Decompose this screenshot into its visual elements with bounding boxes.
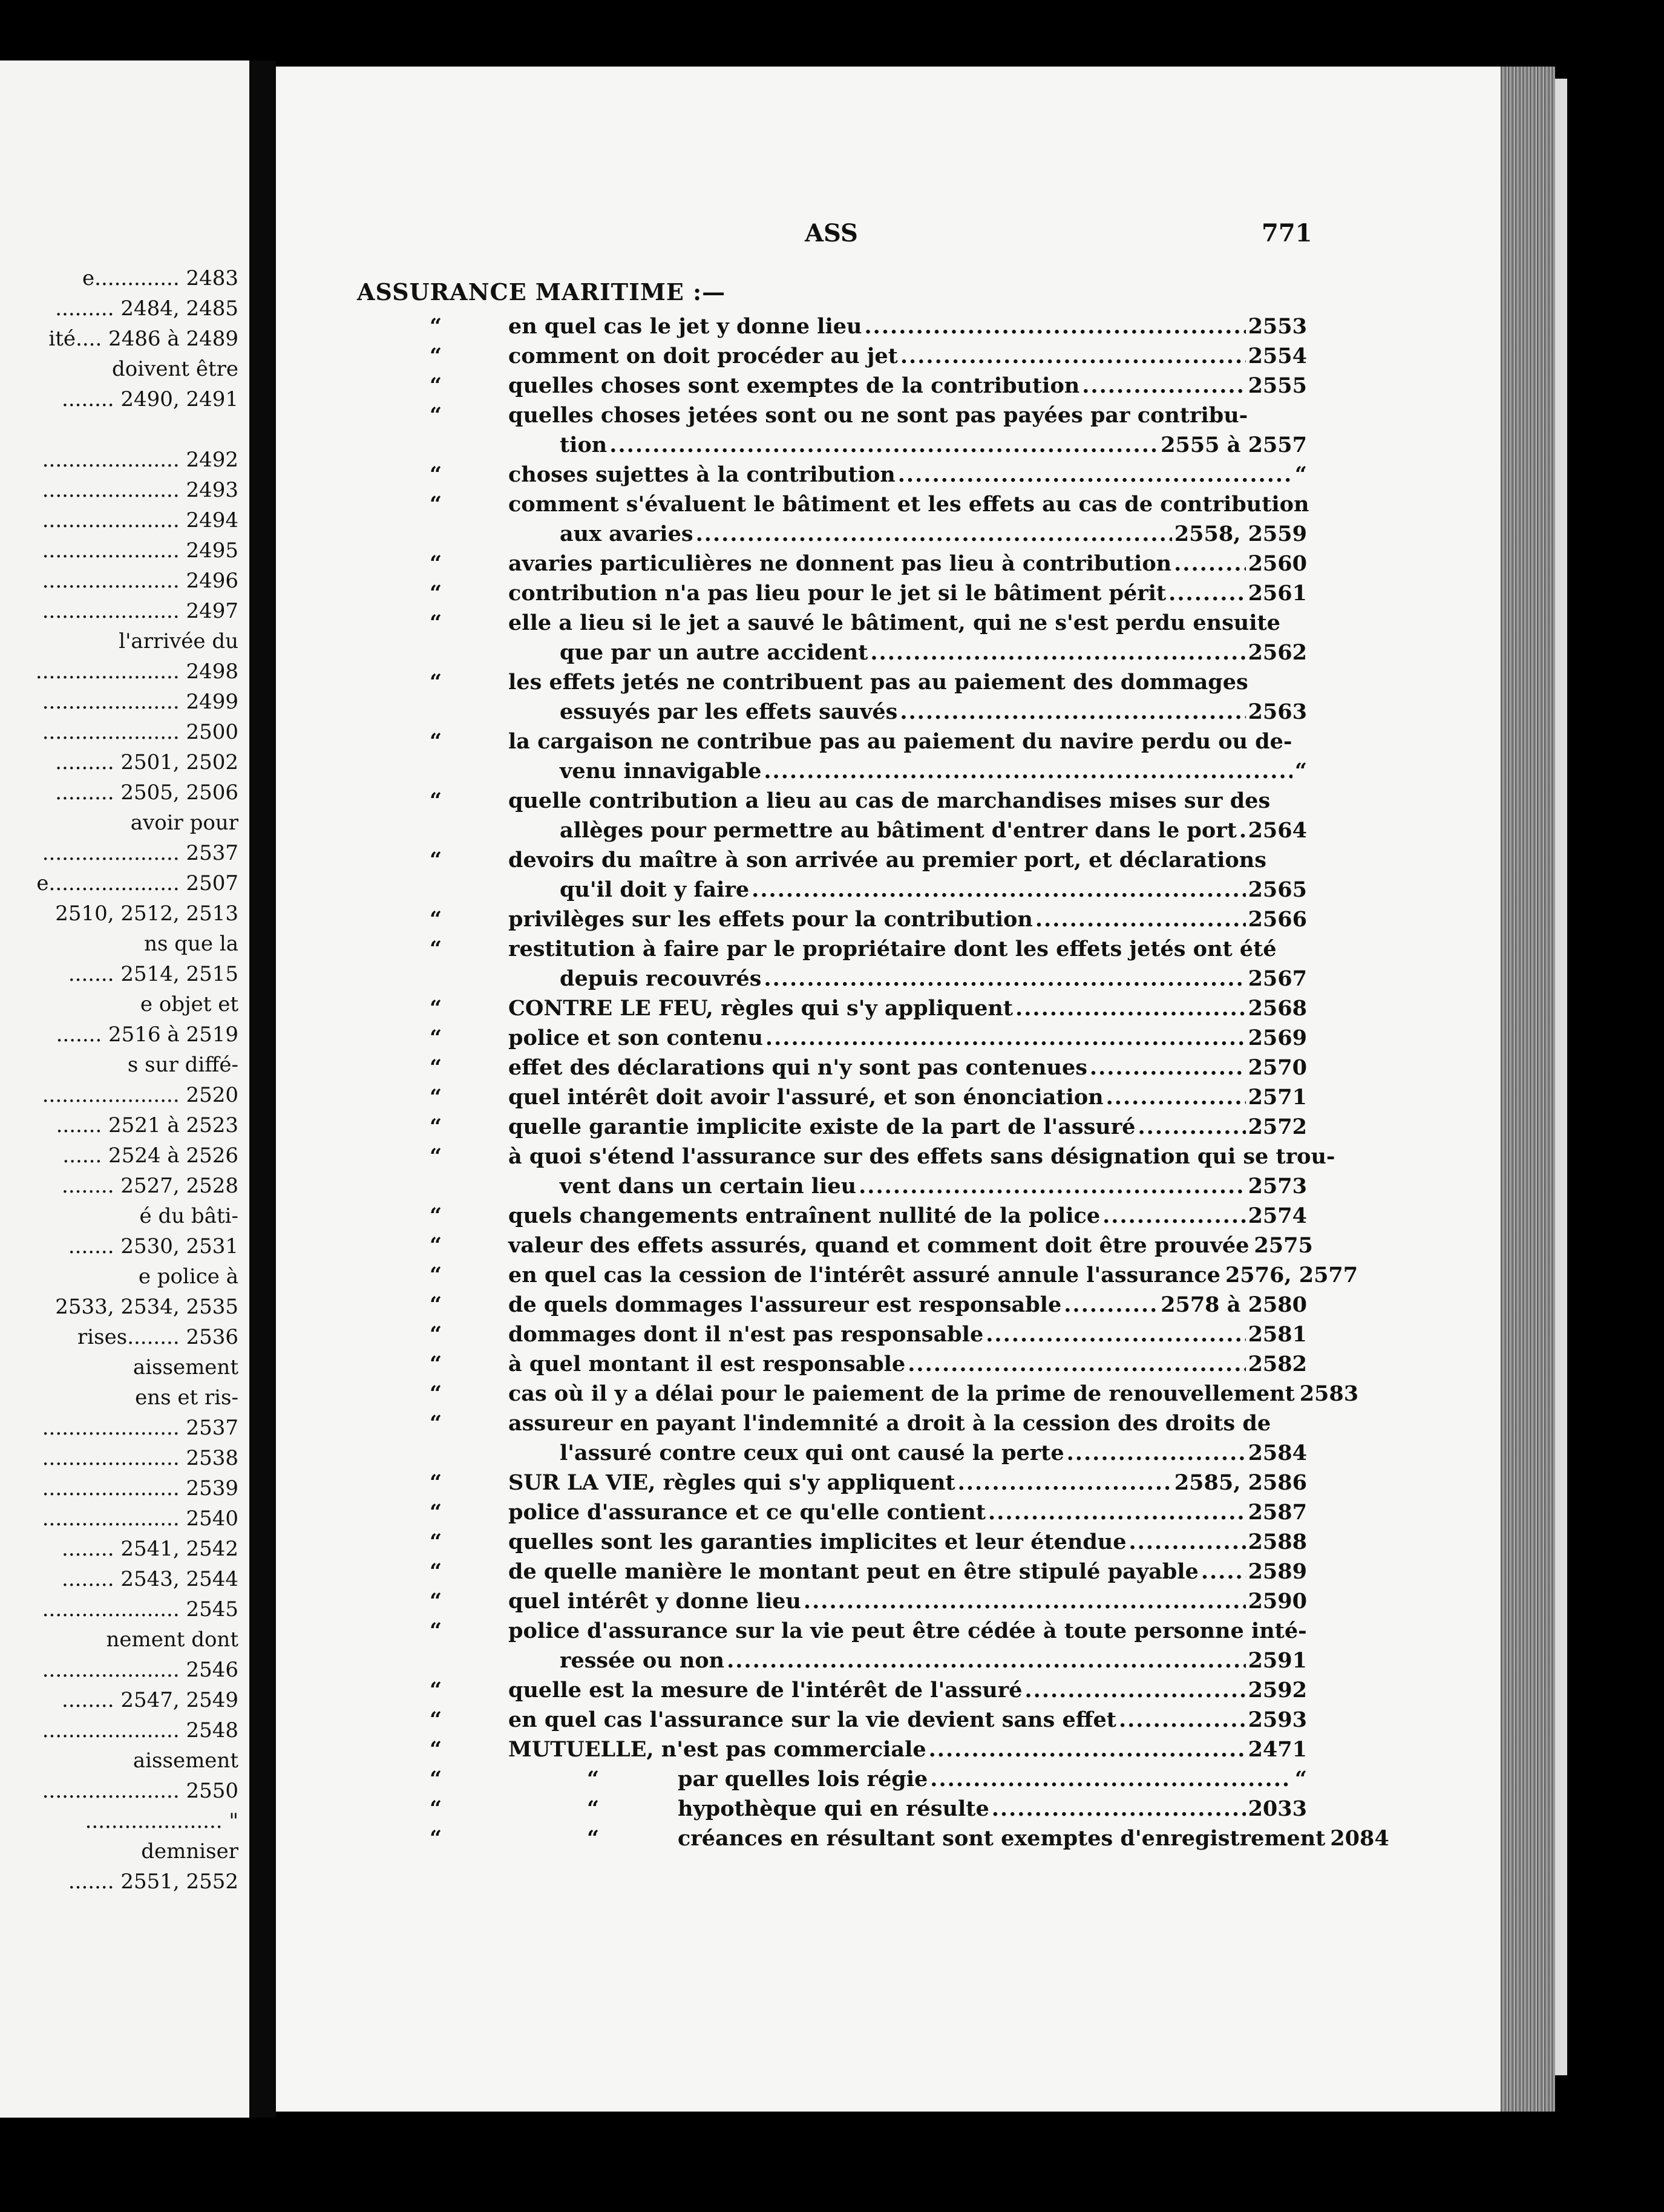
ditto-mark: “ xyxy=(430,1559,442,1584)
ditto-mark: “ xyxy=(430,848,442,872)
article-reference: 2588 xyxy=(1248,1530,1307,1554)
index-entry xyxy=(363,638,1307,667)
index-entry xyxy=(363,1587,1307,1616)
left-page-line: ......... 2505, 2506 xyxy=(55,780,238,805)
article-reference: 2567 xyxy=(1248,966,1307,991)
entry-text: tion xyxy=(560,433,608,457)
ditto-mark: “ xyxy=(430,1470,442,1495)
left-page-line: ....... 2514, 2515 xyxy=(68,962,238,986)
index-entry xyxy=(363,1528,1307,1557)
entry-text: CONTRE LE FEU, règles qui s'y appliquent xyxy=(508,996,1014,1021)
left-page-line: ..................... " xyxy=(85,1809,238,1833)
article-reference: 2593 xyxy=(1248,1707,1307,1732)
article-reference: 2555 xyxy=(1248,373,1307,398)
left-page-line: ....... 2551, 2552 xyxy=(68,1870,238,1894)
entry-text: assureur en payant l'indemnité a droit à la cession des droits de xyxy=(508,1411,1271,1436)
left-page-line: s sur diffé- xyxy=(127,1053,238,1077)
index-entry xyxy=(363,787,1307,816)
left-page-line: ......... 2484, 2485 xyxy=(55,296,238,321)
ditto-mark: “ xyxy=(430,1085,442,1110)
article-reference: 2561 xyxy=(1248,581,1307,606)
entry-text: quelles sont les garanties implicites et leur étendue xyxy=(508,1530,1127,1554)
entry-text: comment s'évaluent le bâtiment et les effets au cas de contribution xyxy=(508,492,1309,517)
dot-leader xyxy=(696,520,1172,549)
index-entry xyxy=(363,668,1307,697)
dot-leader xyxy=(1119,1706,1246,1735)
left-page-line: ....... 2530, 2531 xyxy=(68,1234,238,1258)
entry-text: que par un autre accident xyxy=(560,640,868,665)
index-entry xyxy=(363,1113,1307,1142)
entry-text: quels changements entraînent nullité de la police xyxy=(508,1203,1101,1228)
left-page-line: ..................... 2500 xyxy=(42,720,238,744)
ditto-mark: “ xyxy=(430,1589,442,1614)
ditto-mark: “ xyxy=(430,729,442,754)
index-entry xyxy=(363,816,1307,845)
ditto-mark: “ xyxy=(430,462,442,487)
article-reference: 2084 xyxy=(1330,1826,1389,1851)
left-page-line: ..................... 2495 xyxy=(42,538,238,563)
entry-text: elle a lieu si le jet a sauvé le bâtiment, qui ne s'est perdu ensuite xyxy=(508,610,1280,635)
article-reference: 2584 xyxy=(1248,1441,1307,1465)
dot-leader xyxy=(1102,1202,1245,1231)
page-number: 771 xyxy=(1262,219,1312,247)
dot-leader xyxy=(1129,1528,1246,1557)
page-edge-highlight xyxy=(1555,79,1567,2075)
dot-leader xyxy=(864,312,1245,341)
index-entry xyxy=(363,549,1307,578)
entry-text: vent dans un certain lieu xyxy=(560,1174,857,1199)
article-reference: 2553 xyxy=(1248,314,1307,339)
article-reference: 2575 xyxy=(1254,1233,1313,1258)
index-entry xyxy=(363,1498,1307,1527)
dot-leader xyxy=(930,1765,1292,1794)
index-entry xyxy=(363,1142,1335,1171)
dot-leader xyxy=(1239,816,1246,845)
entry-text: privilèges sur les effets pour la contribution xyxy=(508,907,1033,932)
index-entry xyxy=(363,1676,1307,1705)
left-page-line: l'arrivée du xyxy=(119,629,238,653)
left-page-line: ........ 2543, 2544 xyxy=(62,1567,238,1591)
article-reference: 2560 xyxy=(1248,551,1307,576)
dot-leader xyxy=(992,1795,1246,1824)
left-page-line: e police à xyxy=(138,1265,238,1289)
article-reference: 2564 xyxy=(1248,818,1307,843)
article-reference: 2576, 2577 xyxy=(1225,1263,1358,1288)
ditto-mark: “ xyxy=(430,492,442,517)
article-reference: “ xyxy=(1294,462,1307,487)
left-page-line: ..................... 2538 xyxy=(42,1446,238,1470)
entry-text: quelles choses sont exemptes de la contribution xyxy=(508,373,1080,398)
left-page xyxy=(0,61,249,2118)
left-page-line: ..................... 2540 xyxy=(42,1507,238,1531)
entry-text: MUTUELLE, n'est pas commerciale xyxy=(508,1737,926,1762)
left-page-line: avoir pour xyxy=(130,811,238,835)
ditto-mark: “ xyxy=(430,581,442,606)
left-page-line: ........ 2547, 2549 xyxy=(62,1688,238,1712)
dot-leader xyxy=(1138,1113,1245,1142)
left-page-line: ........ 2541, 2542 xyxy=(62,1537,238,1561)
index-entry xyxy=(363,342,1307,371)
dot-leader xyxy=(764,964,1245,993)
left-page-line: ..................... 2520 xyxy=(42,1083,238,1107)
ditto-mark: “ xyxy=(430,551,442,576)
entry-text: créances en résultant sont exemptes d'enregistrement xyxy=(678,1826,1326,1851)
index-entry xyxy=(363,1824,1389,1853)
dot-leader xyxy=(1082,371,1245,401)
entry-text: hypothèque qui en résulte xyxy=(678,1796,989,1821)
ditto-mark: “ xyxy=(430,314,442,339)
article-reference: 2571 xyxy=(1248,1085,1307,1110)
article-reference: 2591 xyxy=(1248,1648,1307,1673)
entry-text: l'assuré contre ceux qui ont causé la perte xyxy=(560,1441,1064,1465)
article-reference: 2563 xyxy=(1248,699,1307,724)
index-entry xyxy=(363,1765,1307,1794)
dot-leader xyxy=(898,460,1292,489)
entry-text: quelle garantie implicite existe de la part de l'assuré xyxy=(508,1114,1136,1139)
left-page-line: rises........ 2536 xyxy=(77,1325,238,1349)
dot-leader xyxy=(870,638,1245,667)
article-reference: 2554 xyxy=(1248,344,1307,368)
left-page-line: ..................... 2493 xyxy=(42,478,238,502)
article-reference: “ xyxy=(1294,1767,1307,1792)
ditto-mark: “ xyxy=(430,1737,442,1762)
ditto-mark: “ xyxy=(430,344,442,368)
article-reference: 2585, 2586 xyxy=(1174,1470,1307,1495)
entry-text: quel intérêt y donne lieu xyxy=(508,1589,801,1614)
entry-text: en quel cas l'assurance sur la vie devient sans effet xyxy=(508,1707,1116,1732)
left-page-line: ..................... 2499 xyxy=(42,690,238,714)
index-entry xyxy=(363,460,1307,489)
index-entry xyxy=(363,1439,1307,1468)
ditto-mark: “ xyxy=(430,1500,442,1525)
article-reference: 2574 xyxy=(1248,1203,1307,1228)
entry-text: dommages dont il n'est pas responsable xyxy=(508,1322,984,1347)
left-page-line: ..................... 2492 xyxy=(42,448,238,472)
left-page-line: ...................... 2498 xyxy=(35,659,238,684)
left-page-line: ..................... 2546 xyxy=(42,1658,238,1682)
index-entry xyxy=(363,579,1307,608)
entry-text: les effets jetés ne contribuent pas au paiement des dommages xyxy=(508,670,1248,695)
dot-leader xyxy=(1035,905,1246,934)
left-page-line: ..................... 2539 xyxy=(42,1476,238,1500)
article-reference: 2555 à 2557 xyxy=(1161,433,1307,457)
left-page-line: ....... 2516 à 2519 xyxy=(56,1023,238,1047)
entry-text: venu innavigable xyxy=(560,759,762,784)
ditto-mark: “ xyxy=(430,1707,442,1732)
left-page-line: ..................... 2494 xyxy=(42,508,238,532)
article-reference: “ xyxy=(1294,759,1307,784)
left-page-line: ........ 2490, 2491 xyxy=(62,387,238,411)
left-page-line: ..................... 2497 xyxy=(42,599,238,623)
entry-text: police d'assurance sur la vie peut être cédée à toute personne inté- xyxy=(508,1618,1307,1643)
ditto-mark: “ xyxy=(430,403,442,428)
left-page-line: ..................... 2496 xyxy=(42,569,238,593)
entry-text: aux avaries xyxy=(560,522,693,546)
index-entry xyxy=(363,520,1307,549)
entry-text: police d'assurance et ce qu'elle contient xyxy=(508,1500,986,1525)
entry-text: qu'il doit y faire xyxy=(560,877,750,902)
left-page-line: e.................... 2507 xyxy=(36,871,238,895)
ditto-mark: “ xyxy=(430,670,442,695)
ditto-mark: “ xyxy=(587,1767,600,1792)
index-entry xyxy=(363,994,1307,1023)
ditto-mark: “ xyxy=(430,1352,442,1376)
entry-text: choses sujettes à la contribution xyxy=(508,462,896,487)
article-reference: 2573 xyxy=(1248,1174,1307,1199)
index-entry xyxy=(363,1053,1307,1082)
entry-text: quelle contribution a lieu au cas de marchandises mises sur des xyxy=(508,788,1271,813)
entry-text: à quoi s'étend l'assurance sur des effets sans désignation qui se trou- xyxy=(508,1144,1335,1169)
index-entry xyxy=(363,1083,1307,1112)
index-entry xyxy=(363,1617,1307,1646)
left-page-line: 2533, 2534, 2535 xyxy=(55,1295,238,1319)
index-entry xyxy=(363,1706,1307,1735)
dot-leader xyxy=(727,1646,1246,1675)
index-entry xyxy=(363,1172,1307,1201)
ditto-mark: “ xyxy=(430,1826,442,1851)
left-page-line: doivent être xyxy=(112,357,238,381)
index-entry xyxy=(363,964,1307,993)
index-entry xyxy=(363,431,1307,460)
entry-text: valeur des effets assurés, quand et comment doit être prouvée xyxy=(508,1233,1250,1258)
dot-leader xyxy=(900,342,1246,371)
dot-leader xyxy=(1106,1083,1246,1112)
article-reference: 2587 xyxy=(1248,1500,1307,1525)
dot-leader xyxy=(900,698,1245,727)
article-reference: 2578 à 2580 xyxy=(1161,1292,1307,1317)
index-entry xyxy=(363,1231,1313,1260)
left-page-line: ......... 2501, 2502 xyxy=(55,750,238,774)
article-reference: 2566 xyxy=(1248,907,1307,932)
index-entry xyxy=(363,935,1307,964)
article-reference: 2581 xyxy=(1248,1322,1307,1347)
entry-text: essuyés par les effets sauvés xyxy=(560,699,898,724)
dot-leader xyxy=(859,1172,1246,1201)
left-page-line: ens et ris- xyxy=(135,1386,238,1410)
index-entry xyxy=(363,312,1307,341)
left-page-line: ns que la xyxy=(144,932,238,956)
article-reference: 2565 xyxy=(1248,877,1307,902)
index-entry xyxy=(363,1320,1307,1349)
left-page-line: ..................... 2548 xyxy=(42,1718,238,1742)
dot-leader xyxy=(1064,1291,1158,1320)
ditto-mark: “ xyxy=(430,1026,442,1050)
book-gutter xyxy=(249,61,276,2118)
entry-text: contribution n'a pas lieu pour le jet si le bâtiment périt xyxy=(508,581,1167,606)
article-reference: 2562 xyxy=(1248,640,1307,665)
left-page-line: 2510, 2512, 2513 xyxy=(55,901,238,926)
index-entry xyxy=(363,490,1307,519)
ditto-mark: “ xyxy=(430,1767,442,1792)
article-reference: 2582 xyxy=(1248,1352,1307,1376)
ditto-mark: “ xyxy=(430,907,442,932)
ditto-mark: “ xyxy=(430,1381,442,1406)
ditto-mark: “ xyxy=(587,1826,600,1851)
index-entry xyxy=(363,905,1307,934)
left-page-line: ité.... 2486 à 2489 xyxy=(48,327,238,351)
entry-text: restitution à faire par le propriétaire dont les effets jetés ont été xyxy=(508,937,1277,961)
index-entry xyxy=(363,875,1307,905)
entry-text: en quel cas le jet y donne lieu xyxy=(508,314,862,339)
left-page-line: e objet et xyxy=(140,992,238,1016)
article-reference: 2589 xyxy=(1248,1559,1307,1584)
ditto-mark: “ xyxy=(430,1322,442,1347)
left-page-line: ..................... 2537 xyxy=(42,841,238,865)
dot-leader xyxy=(804,1587,1246,1616)
ditto-mark: “ xyxy=(430,937,442,961)
dot-leader xyxy=(609,431,1158,460)
index-entry xyxy=(363,1646,1307,1675)
left-page-line: ...... 2524 à 2526 xyxy=(62,1144,238,1168)
index-entry xyxy=(363,698,1307,727)
dot-leader xyxy=(1067,1439,1246,1468)
index-entry xyxy=(363,1350,1307,1379)
article-reference: 2592 xyxy=(1248,1678,1307,1703)
dot-leader xyxy=(765,1024,1246,1053)
entry-text: avaries particulières ne donnent pas lieu à contribution xyxy=(508,551,1172,576)
entry-text: de quelle manière le montant peut en être stipulé payable xyxy=(508,1559,1199,1584)
left-page-line: é du bâti- xyxy=(139,1204,238,1228)
index-entry xyxy=(363,1024,1307,1053)
entry-text: quelles choses jetées sont ou ne sont pas payées par contribu- xyxy=(508,403,1248,428)
article-reference: 2569 xyxy=(1248,1026,1307,1050)
entry-text: quelle est la mesure de l'intérêt de l'assuré xyxy=(508,1678,1023,1703)
left-page-line: ....... 2521 à 2523 xyxy=(56,1113,238,1137)
article-reference: 2558, 2559 xyxy=(1174,522,1307,546)
index-entry xyxy=(363,1409,1307,1438)
ditto-mark: “ xyxy=(430,1618,442,1643)
left-page-line: aissement xyxy=(133,1749,238,1773)
article-reference: 2570 xyxy=(1248,1055,1307,1080)
running-head: ASS xyxy=(805,219,858,247)
ditto-mark: “ xyxy=(430,788,442,813)
entry-text: par quelles lois régie xyxy=(678,1767,928,1792)
entry-text: quel intérêt doit avoir l'assuré, et son énonciation xyxy=(508,1085,1104,1110)
entry-text: SUR LA VIE, règles qui s'y appliquent xyxy=(508,1470,955,1495)
dot-leader xyxy=(1090,1053,1246,1082)
dot-leader xyxy=(1201,1557,1246,1586)
article-reference: 2568 xyxy=(1248,996,1307,1021)
ditto-mark: “ xyxy=(430,610,442,635)
ditto-mark: “ xyxy=(430,1144,442,1169)
index-entry xyxy=(363,1202,1307,1231)
dot-leader xyxy=(929,1735,1246,1764)
index-entry xyxy=(363,1261,1358,1290)
dot-leader xyxy=(988,1498,1246,1527)
ditto-mark: “ xyxy=(430,1055,442,1080)
index-entry xyxy=(363,1795,1307,1824)
entry-text: de quels dommages l'assureur est responsable xyxy=(508,1292,1062,1317)
article-reference: 2590 xyxy=(1248,1589,1307,1614)
ditto-mark: “ xyxy=(430,1233,442,1258)
entry-text: police et son contenu xyxy=(508,1026,763,1050)
entry-text: en quel cas la cession de l'intérêt assuré annule l'assurance xyxy=(508,1263,1220,1288)
index-entry xyxy=(363,1468,1307,1497)
index-heading: ASSURANCE MARITIME :— xyxy=(357,278,726,306)
dot-leader xyxy=(908,1350,1245,1379)
left-page-line: demniser xyxy=(141,1839,238,1864)
entry-text: ressée ou non xyxy=(560,1648,725,1673)
ditto-mark: “ xyxy=(587,1796,600,1821)
ditto-mark: “ xyxy=(430,373,442,398)
entry-text: cas où il y a délai pour le paiement de la prime de renouvellement xyxy=(508,1381,1295,1406)
left-page-line: e............. 2483 xyxy=(82,266,238,290)
left-page-line: ..................... 2537 xyxy=(42,1416,238,1440)
entry-text: devoirs du maître à son arrivée au premier port, et déclarations xyxy=(508,848,1266,872)
dot-leader xyxy=(1015,994,1246,1023)
entry-text: comment on doit procéder au jet xyxy=(508,344,898,368)
ditto-mark: “ xyxy=(430,1678,442,1703)
left-page-line: aissement xyxy=(133,1355,238,1379)
ditto-mark: “ xyxy=(430,1263,442,1288)
left-page-line: nement dont xyxy=(106,1628,238,1652)
dot-leader xyxy=(1024,1676,1245,1705)
index-entry xyxy=(363,727,1307,756)
dot-leader xyxy=(764,757,1292,786)
ditto-mark: “ xyxy=(430,1411,442,1436)
index-entry xyxy=(363,1291,1307,1320)
entry-text: effet des déclarations qui n'y sont pas contenues xyxy=(508,1055,1087,1080)
left-page-line: ..................... 2550 xyxy=(42,1779,238,1803)
ditto-mark: “ xyxy=(430,1292,442,1317)
left-page-line: ........ 2527, 2528 xyxy=(62,1174,238,1198)
article-reference: 2572 xyxy=(1248,1114,1307,1139)
article-reference: 2471 xyxy=(1248,1737,1307,1762)
index-entry xyxy=(363,1379,1359,1409)
entry-text: la cargaison ne contribue pas au paiement du navire perdu ou de- xyxy=(508,729,1292,754)
index-entry xyxy=(363,757,1307,786)
entry-text: allèges pour permettre au bâtiment d'entrer dans le port xyxy=(560,818,1237,843)
article-reference: 2033 xyxy=(1248,1796,1307,1821)
dot-leader xyxy=(1174,549,1245,578)
index-entry xyxy=(363,1735,1307,1764)
index-entry xyxy=(363,1557,1307,1586)
ditto-mark: “ xyxy=(430,1114,442,1139)
article-reference: 2583 xyxy=(1299,1381,1359,1406)
dot-leader xyxy=(752,875,1245,905)
dot-leader xyxy=(1168,579,1245,608)
entry-text: à quel montant il est responsable xyxy=(508,1352,906,1376)
index-entry xyxy=(363,371,1307,401)
ditto-mark: “ xyxy=(430,1796,442,1821)
entry-text: depuis recouvrés xyxy=(560,966,762,991)
ditto-mark: “ xyxy=(430,996,442,1021)
index-entry xyxy=(363,401,1307,430)
ditto-mark: “ xyxy=(430,1530,442,1554)
left-page-line: ..................... 2545 xyxy=(42,1597,238,1621)
index-entry xyxy=(363,846,1307,875)
page-edges xyxy=(1501,67,1555,2112)
ditto-mark: “ xyxy=(430,1203,442,1228)
dot-leader xyxy=(958,1468,1172,1497)
dot-leader xyxy=(986,1320,1245,1349)
index-entry xyxy=(363,609,1307,638)
